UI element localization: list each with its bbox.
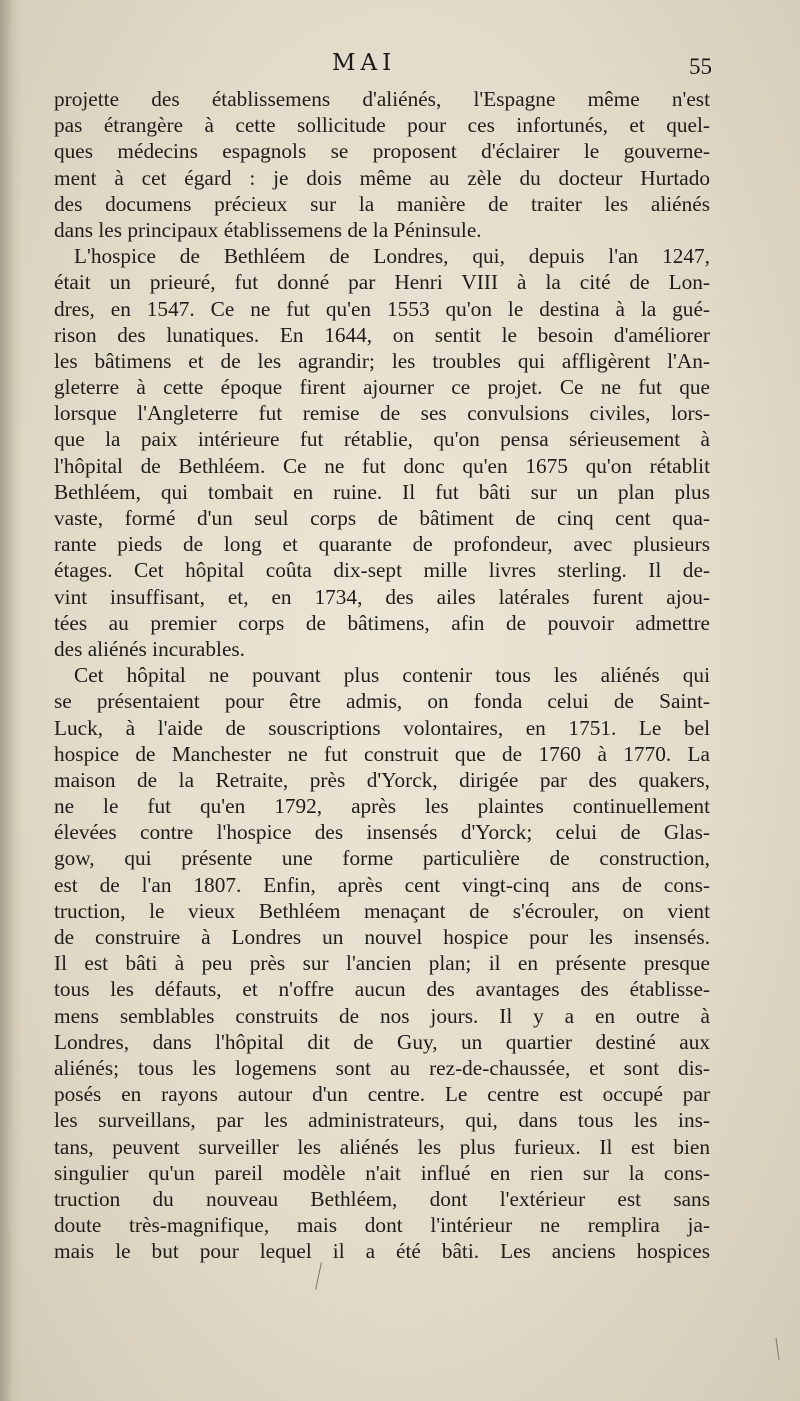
text-line: aliénés; tous les logemens sont au rez-de-chaussée, et sont dis- <box>54 1055 710 1080</box>
text-line: rison des lunatiques. En 1644, on sentit le besoin d'améliorer <box>54 322 710 347</box>
text-line: pas étrangère à cette sollicitude pour ces infortunés, et quel- <box>54 113 710 138</box>
text-line: truction, le vieux Bethléem menaçant de s'écrouler, on vient <box>54 898 710 923</box>
text-line: truction du nouveau Bethléem, dont l'extérieur est sans <box>54 1186 710 1211</box>
text-line: tées au premier corps de bâtimens, afin de pouvoir admettre <box>54 610 710 635</box>
text-line: dres, en 1547. Ce ne fut qu'en 1553 qu'on le destina à la gué- <box>54 296 710 321</box>
text-line: les bâtimens et de les agrandir; les troubles qui affligèrent l'An- <box>54 348 710 373</box>
text-line: des aliénés incurables. <box>54 636 246 661</box>
text-line: vaste, formé d'un seul corps de bâtiment de cinq cent qua- <box>54 506 710 530</box>
text-line: projette des établissemens d'aliénés, l'Espagne même n'est <box>54 87 710 111</box>
text-line: Cet hôpital ne pouvant plus contenir tous les aliénés qui <box>74 663 710 688</box>
text-line: l'hôpital de Bethléem. Ce ne fut donc qu'en 1675 qu'on rétablit <box>54 453 710 478</box>
text-line: étages. Cet hôpital coûta dix-sept mille livres sterling. Il de- <box>54 558 710 583</box>
text-line: ques médecins espagnols se proposent d'éclairer le gouverne- <box>54 139 710 164</box>
text-line: gow, qui présente une forme particulière de construction, <box>54 846 710 871</box>
stray-ink-mark <box>315 1262 322 1290</box>
text-line: doute très-magnifique, mais dont l'intérieur ne remplira ja- <box>54 1213 710 1238</box>
text-line: vint insuffisant, et, en 1734, des ailes latérales furent ajou- <box>54 584 710 609</box>
text-line: L'hospice de Bethléem de Londres, qui, depuis l'an 1247, <box>74 244 710 269</box>
text-line: maison de la Retraite, près d'Yorck, dirigée par des quakers, <box>54 767 710 792</box>
text-line: Bethléem, qui tombait en ruine. Il fut bâti sur un plan plus <box>54 479 710 504</box>
text-line: Londres, dans l'hôpital dit de Guy, un quartier destiné aux <box>54 1029 710 1054</box>
text-line: des documens précieux sur la manière de traiter les aliénés <box>54 191 710 216</box>
page-gutter-shadow <box>0 0 22 1401</box>
text-line: se présentaient pour être admis, on fonda celui de Saint- <box>54 689 710 714</box>
text-line: rante pieds de long et quarante de profondeur, avec plusieurs <box>54 532 710 557</box>
page-header <box>54 50 710 86</box>
text-line: ne le fut qu'en 1792, après les plaintes continuellement <box>54 794 710 819</box>
text-line: posés en rayons autour d'un centre. Le centre est occupé par <box>54 1082 710 1107</box>
text-line: élevées contre l'hospice des insensés d'Yorck; celui de Glas- <box>54 820 710 845</box>
stray-ink-mark <box>775 1338 779 1360</box>
text-line: les surveillans, par les administrateurs, qui, dans tous les ins- <box>54 1108 710 1133</box>
text-line: est de l'an 1807. Enfin, après cent vingt-cinq ans de cons- <box>54 872 710 897</box>
text-line: Il est bâti à peu près sur l'ancien plan; il en présente presque <box>54 951 710 976</box>
text-line: gleterre à cette époque firent ajourner ce projet. Ce ne fut que <box>54 375 710 400</box>
text-line: était un prieuré, fut donné par Henri VIII à la cité de Lon- <box>54 270 710 295</box>
text-line: ment à cet égard : je dois même au zèle du docteur Hurtado <box>54 165 710 190</box>
body-text <box>54 86 710 1264</box>
text-line: dans les principaux établissemens de la Péninsule. <box>54 217 482 242</box>
text-line: Luck, à l'aide de souscriptions volontaires, en 1751. Le bel <box>54 715 710 740</box>
text-line: hospice de Manchester ne fut construit que de 1760 à 1770. La <box>54 741 710 766</box>
text-line: singulier qu'un pareil modèle n'ait influé en rien sur la cons- <box>54 1160 710 1185</box>
text-line: que la paix intérieure fut rétablie, qu'on pensa sérieusement à <box>54 427 710 452</box>
text-line: mens semblables construits de nos jours. Il y a en outre à <box>54 1003 710 1028</box>
text-line: tans, peuvent surveiller les aliénés les plus furieux. Il est bien <box>54 1134 710 1159</box>
running-head: MAI <box>332 50 397 76</box>
page-number: 55 <box>689 54 712 79</box>
text-line: de construire à Londres un nouvel hospice pour les insensés. <box>54 925 710 949</box>
text-line: tous les défauts, et n'offre aucun des avantages des établisse- <box>54 977 710 1002</box>
text-line: lorsque l'Angleterre fut remise de ses convulsions civiles, lors- <box>54 401 710 426</box>
text-line: mais le but pour lequel il a été bâti. Les anciens hospices <box>54 1239 710 1264</box>
